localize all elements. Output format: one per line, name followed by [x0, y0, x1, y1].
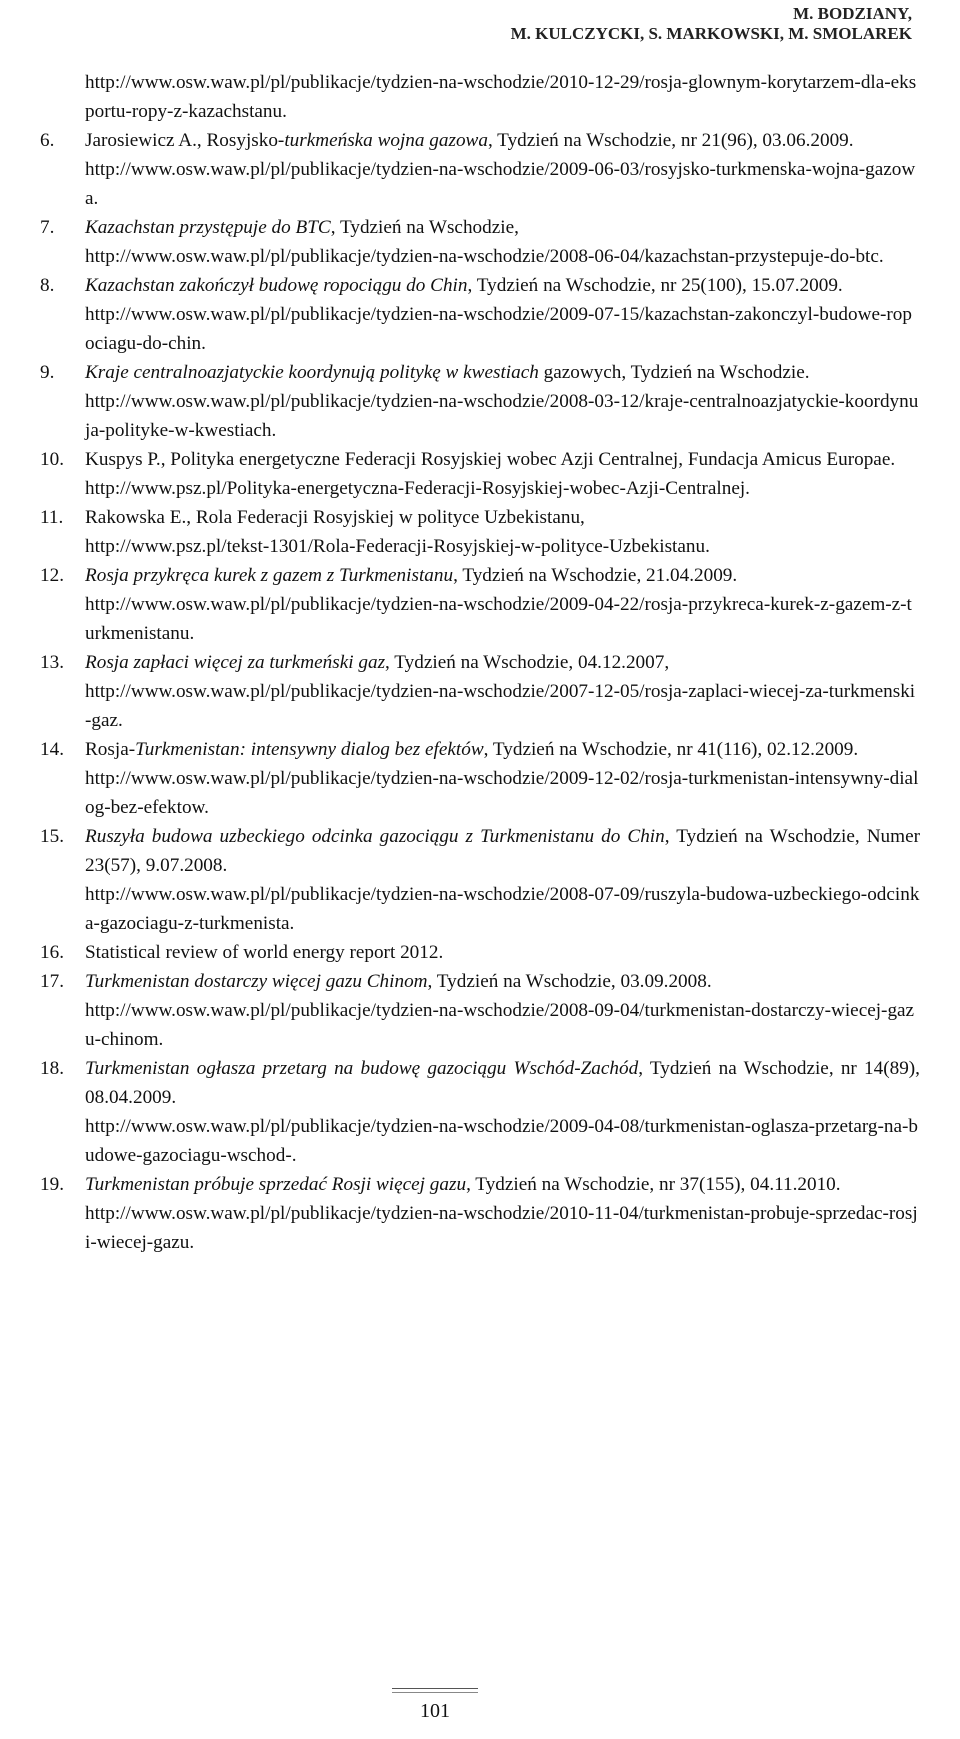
reference-item: [40, 735, 920, 822]
reference-item: [40, 648, 920, 735]
reference-title: Ruszyła budowa uzbeckiego odcinka gazociągu z Turkmenistanu do Chin: [85, 826, 665, 847]
header-authors-line2: M. KULCZYCKI, S. MARKOWSKI, M. SMOLAREK: [510, 24, 912, 43]
reference-item: [40, 213, 920, 271]
reference-title: Turkmenistan: intensywny dialog bez efektów: [135, 739, 484, 760]
reference-title: Turkmenistan dostarczy więcej gazu Chinom: [85, 971, 428, 992]
reference-item: [40, 1170, 920, 1257]
page-number-rule: [392, 1688, 478, 1689]
reference-item: [40, 967, 920, 1054]
reference-source: , Tydzień na Wschodzie, nr 14(89), 08.04.2009.: [85, 1058, 920, 1108]
reference-title: Turkmenistan próbuje sprzedać Rosji więcej gazu: [85, 1174, 467, 1195]
reference-title: Kraje centralnoazjatyckie koordynują politykę w kwestiach: [85, 362, 539, 383]
reference-source: , Tydzień na Wschodzie, 03.09.2008.: [427, 971, 712, 992]
reference-number: 7.: [40, 217, 55, 238]
page-number-rule-lower: [392, 1692, 478, 1693]
reference-url[interactable]: http://www.osw.waw.pl/pl/publikacje/tydzien-na-wschodzie/2009-12-02/rosja-turkmenistan-intensywny-dialog-bez-efektow.: [85, 768, 919, 818]
reference-item: [40, 126, 920, 213]
reference-url[interactable]: http://www.psz.pl/tekst-1301/Rola-Federacji-Rosyjskiej-w-polityce-Uzbekistanu.: [85, 536, 710, 557]
reference-item: [40, 822, 920, 938]
reference-url[interactable]: http://www.osw.waw.pl/pl/publikacje/tydzien-na-wschodzie/2008-09-04/turkmenistan-dostarczy-wiecej-gazu-chinom.: [85, 1000, 915, 1050]
reference-number: [40, 68, 85, 126]
reference-number: 6.: [40, 130, 55, 151]
reference-title: Rosja przykręca kurek z gazem z Turkmenistanu: [85, 565, 454, 586]
reference-author: Jarosiewicz A., Rosyjsko-: [85, 130, 285, 151]
reference-source: gazowych, Tydzień na Wschodzie.: [538, 362, 810, 383]
reference-number: 11.: [40, 507, 64, 528]
reference-source: , Tydzień na Wschodzie, Numer 23(57), 9.07.2008.: [85, 826, 920, 876]
reference-number: 19.: [40, 1174, 64, 1195]
reference-source: , Tydzień na Wschodzie, 04.12.2007,: [385, 652, 670, 673]
reference-author: Kuspys P., Polityka energetyczne Federacji Rosyjskiej wobec Azji Centralnej, Fundacja Amicus Europae.: [85, 449, 896, 470]
page-number: 101: [420, 1700, 450, 1722]
reference-item: [40, 445, 920, 503]
reference-url[interactable]: http://www.osw.waw.pl/pl/publikacje/tydzien-na-wschodzie/2010-12-29/rosja-glownym-korytarzem-dla-eksportu-ropy-z-kazachstanu.: [85, 72, 917, 122]
reference-url[interactable]: http://www.osw.waw.pl/pl/publikacje/tydzien-na-wschodzie/2008-03-12/kraje-centralnoazjatyckie-koordynuja-polityke-w-kwestiach.: [85, 391, 919, 441]
reference-source: , Tydzień na Wschodzie, nr 25(100), 15.07.2009.: [467, 275, 843, 296]
reference-source: , Tydzień na Wschodzie, nr 37(155), 04.11.2010.: [466, 1174, 841, 1195]
reference-number: 9.: [40, 362, 55, 383]
reference-url[interactable]: http://www.osw.waw.pl/pl/publikacje/tydzien-na-wschodzie/2009-04-08/turkmenistan-oglasza-przetarg-na-budowe-gazociagu-wschod-.: [85, 1116, 918, 1166]
reference-url[interactable]: http://www.osw.waw.pl/pl/publikacje/tydzien-na-wschodzie/2007-12-05/rosja-zaplaci-wiecej-za-turkmenski-gaz.: [85, 681, 916, 731]
reference-title: Kazachstan przystępuje do BTC: [85, 217, 331, 238]
reference-item: [40, 358, 920, 445]
reference-number: 10.: [40, 449, 64, 470]
header-authors-line1: M. BODZIANY,: [793, 4, 912, 23]
reference-item: [40, 503, 920, 561]
reference-url[interactable]: http://www.osw.waw.pl/pl/publikacje/tydzien-na-wschodzie/2009-07-15/kazachstan-zakonczyl-budowe-ropociagu-do-chin.: [85, 304, 912, 354]
reference-url[interactable]: http://www.psz.pl/Polityka-energetyczna-Federacji-Rosyjskiej-wobec-Azji-Centralnej.: [85, 478, 750, 499]
reference-number: 13.: [40, 652, 64, 673]
reference-author: Statistical review of world energy report 2012.: [85, 942, 444, 963]
reference-number: 8.: [40, 275, 55, 296]
reference-number: 16.: [40, 942, 64, 963]
reference-title: Kazachstan zakończył budowę ropociągu do Chin: [85, 275, 468, 296]
reference-number: 18.: [40, 1058, 64, 1079]
reference-source: , Tydzień na Wschodzie,: [330, 217, 519, 238]
reference-source: , Tydzień na Wschodzie, nr 41(116), 02.12.2009.: [483, 739, 859, 760]
reference-url[interactable]: http://www.osw.waw.pl/pl/publikacje/tydzien-na-wschodzie/2010-11-04/turkmenistan-probuje-sprzedac-rosji-wiecej-gazu.: [85, 1203, 918, 1253]
reference-number: 14.: [40, 739, 64, 760]
reference-list: [40, 68, 920, 1257]
reference-url[interactable]: http://www.osw.waw.pl/pl/publikacje/tydzien-na-wschodzie/2008-06-04/kazachstan-przystepuje-do-btc.: [85, 246, 884, 267]
reference-url[interactable]: http://www.osw.waw.pl/pl/publikacje/tydzien-na-wschodzie/2008-07-09/ruszyla-budowa-uzbeckiego-odcinka-gazociagu-z-turkmenista.: [85, 884, 920, 934]
reference-item: [40, 938, 920, 967]
running-header: [0, 0, 960, 44]
reference-number: 12.: [40, 565, 64, 586]
reference-number: 17.: [40, 971, 64, 992]
reference-source: , Tydzień na Wschodzie, 21.04.2009.: [453, 565, 738, 586]
reference-title: Turkmenistan ogłasza przetarg na budowę gazociągu Wschód-Zachód: [85, 1058, 639, 1079]
reference-url[interactable]: http://www.osw.waw.pl/pl/publikacje/tydzien-na-wschodzie/2009-06-03/rosyjsko-turkmenska-wojna-gazowa.: [85, 159, 916, 209]
reference-number: 15.: [40, 826, 64, 847]
reference-continuation: [40, 68, 920, 126]
reference-author: Rakowska E., Rola Federacji Rosyjskiej w polityce Uzbekistanu,: [85, 507, 585, 528]
reference-author: Rosja-: [85, 739, 136, 760]
reference-item: [40, 1054, 920, 1170]
reference-source: , Tydzień na Wschodzie, nr 21(96), 03.06.2009.: [487, 130, 854, 151]
reference-title: turkmeńska wojna gazowa: [284, 130, 488, 151]
reference-item: [40, 561, 920, 648]
reference-item: [40, 271, 920, 358]
reference-url[interactable]: http://www.osw.waw.pl/pl/publikacje/tydzien-na-wschodzie/2009-04-22/rosja-przykreca-kurek-z-gazem-z-turkmenistanu.: [85, 594, 912, 644]
reference-title: Rosja zapłaci więcej za turkmeński gaz: [85, 652, 386, 673]
